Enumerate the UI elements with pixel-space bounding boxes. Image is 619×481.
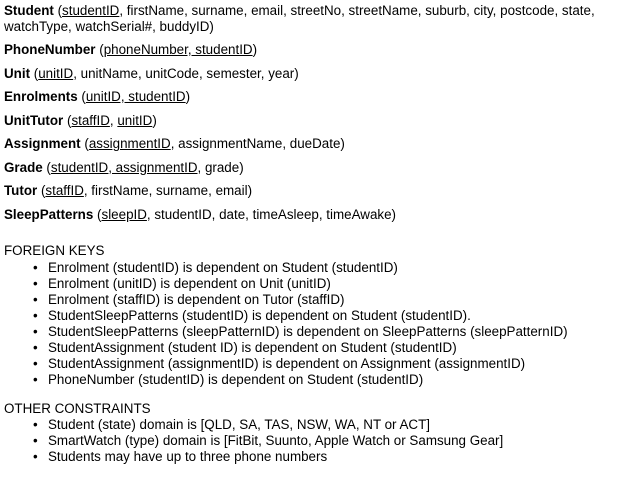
relation-attributes: , unitName, unitCode, semester, year) [73, 65, 299, 81]
relation-name: Student [4, 3, 54, 18]
bullet-icon: • [33, 291, 38, 307]
constraint-item [4, 372, 619, 388]
constraint-item [4, 260, 619, 276]
constraint-item [4, 324, 619, 340]
bullet-icon: • [33, 417, 38, 432]
relation-attributes: , assignmentName, dueDate) [170, 136, 345, 151]
relation-schema-assignment [4, 136, 619, 152]
relation-schema-sleeppatterns [4, 207, 619, 223]
foreign-keys-section [4, 243, 619, 388]
constraint-text: Students may have up to three phone numbers [48, 449, 328, 464]
constraint-text: StudentSleepPatterns (studentID) is dependent on Student (studentID). [48, 307, 471, 323]
constraint-text: SmartWatch (type) domain is [FitBit, Suunto, Apple Watch or Samsung Gear] [48, 433, 504, 448]
constraint-text: Student (state) domain is [QLD, SA, TAS, NSW, WA, NT or ACT] [48, 417, 430, 432]
bullet-icon: • [33, 323, 38, 339]
relation-name: SleepPatterns [4, 206, 94, 222]
constraint-text: Enrolment (studentID) is dependent on Student (studentID) [48, 259, 398, 275]
relation-name: Unit [4, 65, 31, 81]
primary-key-attributes: staffID [45, 183, 84, 198]
relation-attributes: ( [63, 112, 72, 128]
relation-schema-phonenumber [4, 42, 619, 58]
relation-attributes: ) [252, 42, 258, 57]
bullet-icon: • [33, 259, 38, 275]
relation-name: PhoneNumber [4, 42, 96, 57]
section-spacer [4, 230, 619, 243]
relation-attributes: ( [93, 206, 102, 222]
bullet-icon: • [33, 307, 38, 323]
relation-attributes: ( [77, 89, 86, 104]
constraint-text: Enrolment (unitID) is dependent on Unit (unitID) [48, 275, 331, 291]
section-spacer [4, 388, 619, 401]
relation-schema-unit [4, 66, 619, 82]
relation-name: Assignment [4, 136, 81, 151]
relation-attributes: , firstName, surname, email) [83, 183, 253, 198]
primary-key-attributes: unitID, studentID [85, 89, 186, 104]
constraint-item [4, 340, 619, 356]
constraint-text: PhoneNumber (studentID) is dependent on Student (studentID) [48, 371, 424, 387]
constraint-text: StudentSleepPatterns (sleepPatternID) is dependent on SleepPatterns (sleepPatternID) [48, 323, 568, 339]
bullet-icon: • [33, 275, 38, 291]
relation-name: Tutor [4, 183, 38, 198]
primary-key-attributes: phoneNumber, studentID [103, 42, 253, 57]
bullet-icon: • [33, 339, 38, 355]
constraint-text: StudentAssignment (student ID) is dependent on Student (studentID) [48, 339, 457, 355]
relation-name: Enrolments [4, 89, 78, 104]
relation-attributes: ( [42, 159, 51, 175]
constraint-item [4, 433, 619, 449]
primary-key-attributes: assignmentID [88, 136, 171, 151]
foreign-keys-list [4, 260, 619, 388]
relation-attributes: ( [53, 3, 63, 18]
constraint-text: StudentAssignment (assignmentID) is dependent on Assignment (assignmentID) [48, 355, 526, 371]
relation-attributes: , firstName, surname, email, streetNo, streetName, suburb, city, postcode, state, watchType, watchSerial#, buddyID) [4, 3, 595, 34]
relation-schema-enrolments [4, 89, 619, 105]
bullet-icon: • [33, 449, 38, 464]
relation-attributes: ) [152, 112, 157, 128]
bullet-icon: • [33, 355, 38, 371]
other-constraints-section [4, 401, 619, 466]
relation-attributes: ) [185, 89, 191, 104]
constraint-text: Enrolment (staffID) is dependent on Tutor (staffID) [48, 291, 345, 307]
primary-key-attributes: unitID [117, 112, 153, 128]
constraint-item [4, 449, 619, 465]
relation-attributes: ( [80, 136, 89, 151]
bullet-icon: • [33, 433, 38, 448]
other-constraints-list [4, 417, 619, 465]
constraint-item [4, 276, 619, 292]
primary-key-attributes: unitID [38, 65, 74, 81]
primary-key-attributes: studentID [62, 3, 120, 18]
relation-attributes: , [109, 112, 118, 128]
bullet-icon: • [33, 371, 38, 387]
primary-key-attributes: sleepID [101, 206, 147, 222]
relation-attributes: , grade) [197, 159, 244, 175]
relation-schema-tutor [4, 183, 619, 199]
constraint-item [4, 356, 619, 372]
primary-key-attributes: studentID, assignmentID [50, 159, 198, 175]
relation-name: UnitTutor [4, 112, 64, 128]
relation-schema-unittutor [4, 113, 619, 129]
relation-attributes: ( [95, 42, 104, 57]
constraint-item [4, 417, 619, 433]
relation-schema-list [4, 3, 619, 222]
foreign-keys-heading: FOREIGN KEYS [4, 243, 105, 258]
primary-key-attributes: staffID [71, 112, 110, 128]
relation-name: Grade [4, 159, 43, 175]
constraint-item [4, 292, 619, 308]
relation-attributes: ( [30, 65, 39, 81]
relation-schema-student [4, 3, 619, 34]
relation-schema-grade [4, 160, 619, 176]
relation-attributes: ( [37, 183, 46, 198]
constraint-item [4, 308, 619, 324]
relation-attributes: , studentID, date, timeAsleep, timeAwake) [146, 206, 396, 222]
other-constraints-heading: OTHER CONSTRAINTS [4, 400, 151, 416]
